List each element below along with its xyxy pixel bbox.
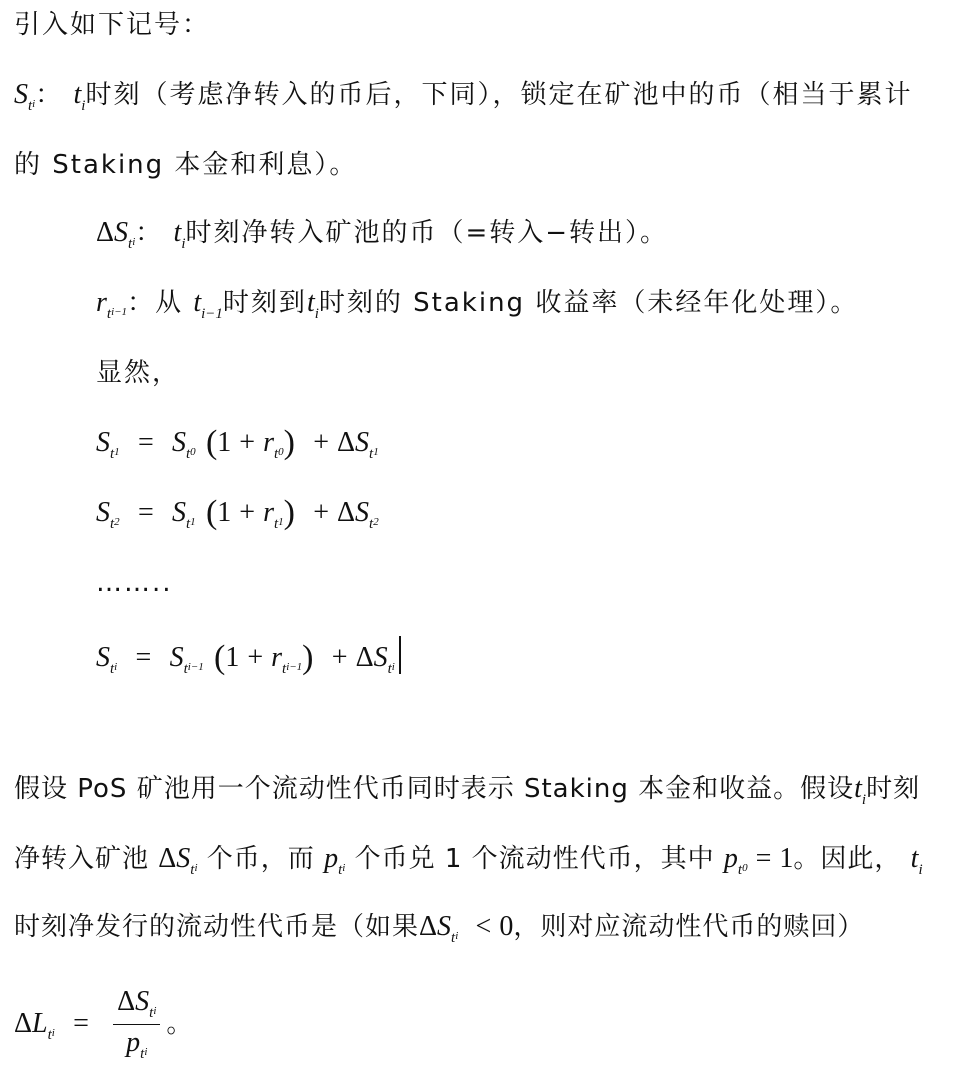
para2-text-a: 假设 PoS 矿池用一个流动性代币同时表示 Staking 本金和收益。假设 — [14, 774, 855, 804]
def-S-line2: 的 Staking 本金和利息）。 — [14, 150, 358, 180]
text-cursor — [399, 636, 401, 674]
para2-zero: 0 — [499, 911, 514, 942]
eqg-plus: + — [247, 642, 264, 673]
fraction-numerator — [113, 986, 160, 1025]
eqg-equals: = — [135, 642, 152, 673]
eq1-plus2: + — [313, 427, 330, 458]
eq1-dS: S — [355, 427, 370, 458]
para2-line3-a: 时刻净发行的流动性代币是（如果 — [14, 912, 420, 942]
para2-l3-delta: Δ — [419, 911, 438, 942]
eqg-Sim1: S — [169, 642, 184, 673]
dL-equals: = — [73, 1008, 89, 1039]
eq1-plus: + — [239, 427, 256, 458]
eqg-sub-t: t — [110, 661, 115, 677]
eq1-sub-t: t — [110, 446, 115, 462]
eqg-delta: Δ — [355, 642, 374, 673]
eq1-delta: Δ — [337, 427, 356, 458]
eq2-lparen: ( — [205, 494, 218, 531]
dL-subsub: i — [51, 1027, 55, 1039]
eq1-one: 1 — [217, 427, 232, 458]
eq2-one: 1 — [217, 497, 232, 528]
fraction — [113, 986, 160, 1063]
symbol-t: t — [73, 79, 82, 110]
para2-lt: < — [475, 911, 492, 942]
para2-line3 — [14, 910, 864, 955]
eq1-subsub0: 0 — [190, 446, 196, 458]
para2-line2-c: 个币兑 1 个流动性代币，其中 — [354, 844, 715, 874]
eq2-sub-t: t — [110, 516, 115, 532]
intro-text: 引入如下记号： — [14, 10, 211, 40]
eq1-S0: S — [172, 427, 186, 458]
para2-S-sub: t — [190, 862, 195, 878]
eq1-dS-subsub: 1 — [373, 446, 379, 458]
den-subsub: i — [144, 1046, 148, 1058]
symbol-delta: Δ — [96, 217, 115, 248]
equation-1 — [96, 426, 379, 471]
para2-p-sub: t — [338, 862, 343, 878]
eq2-r-subsub: 1 — [278, 516, 284, 528]
para2-l3-S-subsub: i — [455, 930, 459, 942]
equation-2 — [96, 496, 379, 541]
para2-ti: t — [910, 843, 919, 874]
eq2-dS: S — [355, 497, 370, 528]
dL-period: 。 — [166, 1009, 195, 1039]
sub-t: t — [106, 306, 112, 322]
dL-delta: Δ — [14, 1008, 33, 1039]
num-delta: Δ — [117, 986, 136, 1017]
eq1-S: S — [96, 427, 110, 458]
eqg-r: r — [271, 642, 283, 673]
def-S-colon: ： — [35, 80, 64, 110]
def-S-text: 时刻（考虑净转入的币后，下同），锁定在矿池中的币（相当于累计 — [85, 80, 913, 110]
eqg-dS-subsub: i — [391, 661, 395, 673]
eqg-lparen: ( — [213, 639, 226, 676]
eqg-plus2: + — [331, 642, 348, 673]
eq1-r-subsub: 0 — [278, 446, 284, 458]
para2-line2-d: 。因此， — [793, 844, 902, 874]
para2-line3-b: ，则对应流动性代币的赎回） — [513, 912, 865, 942]
eqg-subsub-im1: i−1 — [187, 661, 204, 673]
def-dS-colon: ： — [135, 218, 164, 248]
def-r-line — [96, 286, 858, 331]
eq2-sub-t1: t — [186, 516, 191, 532]
symbol-S: S — [114, 217, 129, 248]
eq1-equals: = — [137, 427, 154, 458]
eq2-plus: + — [239, 497, 256, 528]
eq2-r: r — [263, 497, 274, 528]
eq2-dS-subsub: 2 — [373, 516, 379, 528]
eq1-sub-t0: t — [186, 446, 191, 462]
eqg-dS-sub: t — [387, 661, 392, 677]
para2-p0-sub: t — [737, 862, 743, 878]
obviously-text: 显然， — [96, 358, 181, 388]
para2-ti-sub: i — [918, 862, 923, 878]
subsub-i: i — [32, 98, 36, 110]
symbol-t: t — [306, 287, 315, 318]
eq2-rparen: ) — [283, 494, 295, 531]
eq2-subsub: 2 — [114, 516, 120, 528]
para2-eq: = — [755, 843, 772, 874]
eq2-S: S — [96, 497, 110, 528]
para2-p: p — [324, 843, 339, 874]
symbol-r: r — [96, 287, 107, 318]
dL-L: L — [32, 1008, 48, 1039]
eqg-rparen: ) — [302, 639, 314, 676]
def-S-line1 — [14, 78, 912, 123]
equation-general — [96, 636, 401, 686]
para2-S-subsub: i — [194, 862, 198, 874]
eq2-subsub1: 1 — [190, 516, 196, 528]
eq1-subsub: 1 — [114, 446, 120, 458]
eq2-equals: = — [137, 497, 154, 528]
sub-i: i — [81, 98, 86, 114]
para2-p-subsub: i — [342, 862, 346, 874]
eq1-r: r — [263, 427, 274, 458]
para2-t-sub: i — [861, 792, 867, 808]
para2-p0-subsub: 0 — [742, 862, 748, 874]
eq2-delta: Δ — [337, 497, 356, 528]
num-sub: t — [149, 1005, 154, 1021]
eqg-r-sub: t — [282, 661, 287, 677]
subsub-i: i — [132, 236, 136, 248]
eqg-one: 1 — [225, 642, 240, 673]
ellipsis: …….. — [96, 568, 173, 598]
num-subsub: i — [153, 1005, 157, 1017]
para2-p0: p — [723, 843, 738, 874]
subsub-im1: i−1 — [111, 306, 128, 318]
para2-line2 — [14, 842, 923, 887]
num-S: S — [135, 986, 150, 1017]
para2-line1 — [14, 772, 920, 817]
eq2-plus2: + — [313, 497, 330, 528]
eqg-S: S — [96, 642, 110, 673]
sub-t: t — [28, 98, 33, 114]
fraction-denominator — [113, 1025, 160, 1063]
eqg-dS: S — [373, 642, 388, 673]
eq1-r-sub: t — [273, 446, 279, 462]
eqg-subsub: i — [114, 661, 118, 673]
def-dS-line — [96, 216, 668, 261]
symbol-t: t — [173, 217, 182, 248]
den-p: p — [126, 1027, 141, 1058]
para2-text-b: 时刻 — [866, 774, 921, 804]
para2-l3-S-sub: t — [451, 930, 456, 946]
eq2-S1: S — [172, 497, 186, 528]
eq1-lparen: ( — [205, 424, 218, 461]
def-r-to: 时刻到 — [222, 288, 307, 318]
eq1-rparen: ) — [283, 424, 295, 461]
den-sub: t — [140, 1046, 145, 1062]
formula-dL — [14, 986, 194, 1063]
para2-S: S — [176, 843, 191, 874]
para2-line2-b: 个币，而 — [206, 844, 315, 874]
def-dS-text: 时刻净转入矿池的币（=转入−转出）。 — [185, 218, 669, 248]
def-r-text: 时刻的 Staking 收益率（未经年化处理）。 — [318, 288, 859, 318]
sub-t: t — [128, 236, 133, 252]
eqg-r-subsub: i−1 — [286, 661, 303, 673]
sub-i: i — [314, 306, 319, 322]
para2-l3-S: S — [437, 911, 452, 942]
para2-one: 1 — [779, 843, 794, 874]
def-r-from: ：从 — [127, 288, 184, 318]
dL-sub: t — [47, 1027, 52, 1043]
para2-line2-a: 净转入矿池 — [14, 844, 150, 874]
symbol-t: t — [193, 287, 202, 318]
para2-delta: Δ — [158, 843, 177, 874]
symbol-S: S — [14, 79, 28, 110]
eqg-sub-tim1: t — [183, 661, 188, 677]
eq2-r-sub: t — [273, 516, 279, 532]
sub-i: i — [181, 236, 186, 252]
eq1-dS-sub: t — [369, 446, 374, 462]
sub-im1: i−1 — [201, 306, 223, 322]
eq2-dS-sub: t — [369, 516, 374, 532]
para2-t: t — [854, 773, 862, 804]
